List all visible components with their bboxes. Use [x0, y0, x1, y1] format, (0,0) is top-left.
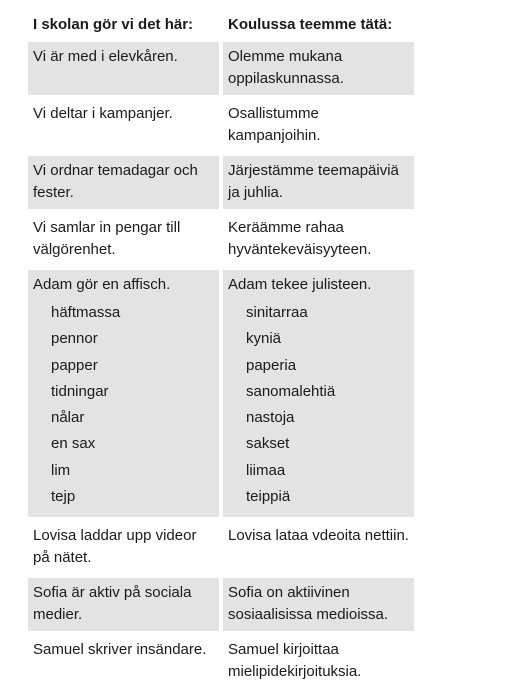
list-item: lim — [51, 461, 71, 479]
table-row-with-list — [28, 270, 426, 517]
table-row — [28, 213, 426, 266]
list-item: sakset — [246, 435, 290, 453]
list-item: en sax — [51, 435, 96, 453]
header-finnish: Koulussa teemme tätä: — [228, 16, 393, 33]
list-item: häftmassa — [51, 304, 121, 321]
list-item: teippiä — [246, 488, 291, 506]
cell-finnish: Sofia on aktiivinen sosiaalisissa medioissa. — [223, 578, 414, 631]
cell-swedish — [28, 270, 219, 517]
table-row — [28, 156, 426, 209]
cell-swedish: Samuel skriver insändare. — [33, 641, 207, 659]
list-item: pennor — [51, 330, 98, 348]
table-row — [28, 635, 426, 688]
list-item: sanomalehtiä — [246, 382, 336, 400]
item-list — [228, 300, 409, 512]
cell-finnish: Keräämme rahaa hyväntekeväisyyteen. — [228, 219, 372, 258]
cell-swedish: Vi ordnar temadagar och fester. — [28, 156, 219, 209]
cell-finnish: Osallistumme kampanjoihin. — [228, 105, 321, 144]
list-item: tejp — [51, 488, 76, 506]
cell-heading: Adam gör en affisch. — [33, 276, 171, 293]
table-row — [28, 42, 426, 95]
list-item: liimaa — [246, 461, 286, 479]
cell-finnish: Samuel kirjoittaa mielipidekirjoituksia. — [228, 641, 362, 681]
list-item: nålar — [51, 409, 85, 427]
cell-finnish — [223, 270, 414, 517]
cell-swedish: Lovisa laddar upp videor på nätet. — [33, 527, 197, 567]
table-row — [28, 521, 426, 574]
list-item: nastoja — [246, 409, 295, 427]
cell-finnish: Lovisa lataa vdeoita nettiin. — [228, 527, 409, 545]
list-item: paperia — [246, 356, 297, 374]
cell-swedish: Vi är med i elevkåren. — [28, 42, 219, 95]
list-item: kyniä — [246, 330, 282, 348]
table-header — [28, 14, 426, 38]
cell-swedish: Vi samlar in pengar till välgörenhet. — [33, 219, 181, 258]
cell-swedish: Sofia är aktiv på sociala medier. — [28, 578, 219, 631]
cell-swedish: Vi deltar i kampanjer. — [33, 105, 173, 122]
table-row — [28, 99, 426, 152]
table-row — [28, 578, 426, 631]
cell-finnish: Järjestämme teemapäiviä ja juhlia. — [223, 156, 414, 209]
item-list — [33, 300, 214, 512]
phrase-table — [28, 14, 426, 692]
header-swedish: I skolan gör vi det här: — [33, 16, 194, 33]
cell-finnish: Olemme mukana oppilaskunnassa. — [223, 42, 414, 95]
cell-heading: Adam tekee julisteen. — [228, 276, 372, 293]
list-item: sinitarraa — [246, 304, 308, 321]
list-item: tidningar — [51, 382, 109, 400]
list-item: papper — [51, 356, 98, 374]
